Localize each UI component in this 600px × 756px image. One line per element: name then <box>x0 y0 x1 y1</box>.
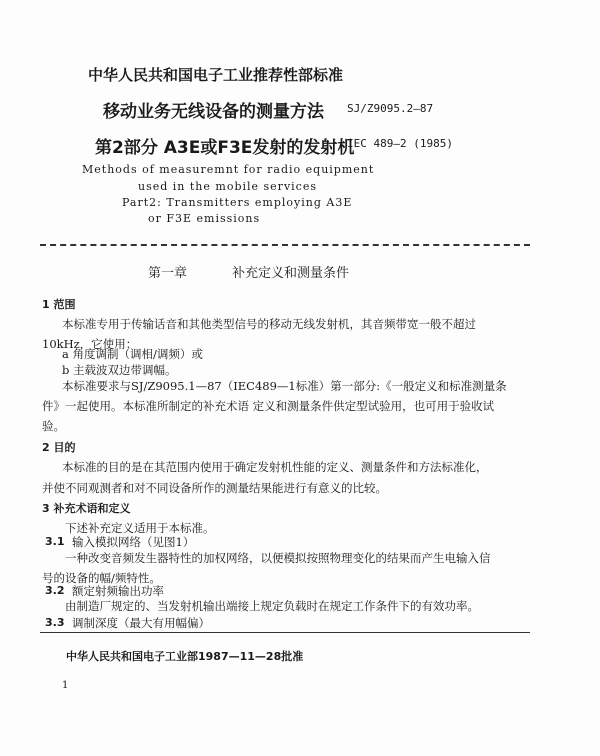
paragraph-line: 本标准专用于传输话音和其他类型信号的移动无线发射机，其音频带宽一般不超过 <box>62 317 476 331</box>
english-title-line: Methods of measuremnt for radio equipment <box>82 163 375 176</box>
paragraph-line: 验。 <box>42 419 65 433</box>
paragraph-line: 本标准的目的是在其范围内使用于确定发射机性能的定义、测量条件和方法标准化， <box>62 460 488 474</box>
subsection-number: 3.1 <box>45 535 65 548</box>
paragraph-line: 由制造厂规定的、当发射机输出端接上规定负载时在规定工作条件下的有效功率。 <box>65 599 479 613</box>
paragraph-line: 10kHz，它使用： <box>42 337 138 351</box>
section-heading: 3 补充术语和定义 <box>42 502 131 515</box>
list-item: b 主载波双边带调幅。 <box>62 363 177 377</box>
english-title-line: Part2: Transmitters employing A3E <box>122 196 353 209</box>
page-number: 1 <box>62 680 69 691</box>
iec-code: IEC 489—2 (1985) <box>347 137 453 150</box>
subsection-number: 3.2 <box>45 584 65 597</box>
approval-note: 中华人民共和国电子工业部1987—11—28批准 <box>66 650 304 663</box>
chapter-number: 第一章 <box>148 266 188 281</box>
doc-subtitle: 第2部分 A3E或F3E发射的发射机 <box>95 138 355 158</box>
english-title-line: used in the mobile services <box>138 180 317 193</box>
doc-title: 移动业务无线设备的测量方法 <box>103 102 324 122</box>
footer-divider <box>40 632 530 633</box>
paragraph-line: 号的设备的幅/频特性。 <box>42 571 161 585</box>
english-title-line: or F3E emissions <box>148 212 261 225</box>
list-item: a 角度调制（调相/调频）或 <box>62 347 203 361</box>
paragraph-line: 下述补充定义适用于本标准。 <box>65 521 215 535</box>
paragraph-line: 并使不同观测者和对不同设备所作的测量结果能进行有意义的比较。 <box>42 481 387 495</box>
chapter-title: 补充定义和测量条件 <box>232 266 350 281</box>
paragraph-line: 本标准要求与SJ/Z9095.1—87（IEC489—1标准）第一部分:《一般定义和标准测量条 <box>62 379 507 393</box>
paragraph-line: 件》一起使用。本标准所制定的补充术语 定义和测量条件供定型试验用，也可用于验收试 <box>42 399 495 413</box>
subsection-title: 输入模拟网络（见图1） <box>72 535 195 549</box>
org-title: 中华人民共和国电子工业推荐性部标准 <box>88 66 344 84</box>
paragraph-line: 一种改变音频发生器特性的加权网络，以便模拟按照物理变化的结果而产生电输入信 <box>65 551 491 565</box>
section-heading: 1 范围 <box>42 298 76 311</box>
subsection-title: 额定射频输出功率 <box>72 584 164 598</box>
header-divider <box>40 244 530 246</box>
subsection-title: 调制深度（最大有用幅偏） <box>72 616 210 630</box>
subsection-number: 3.3 <box>45 616 65 629</box>
doc-code: SJ/Z9095.2—87 <box>347 102 434 115</box>
section-heading: 2 目的 <box>42 441 76 454</box>
